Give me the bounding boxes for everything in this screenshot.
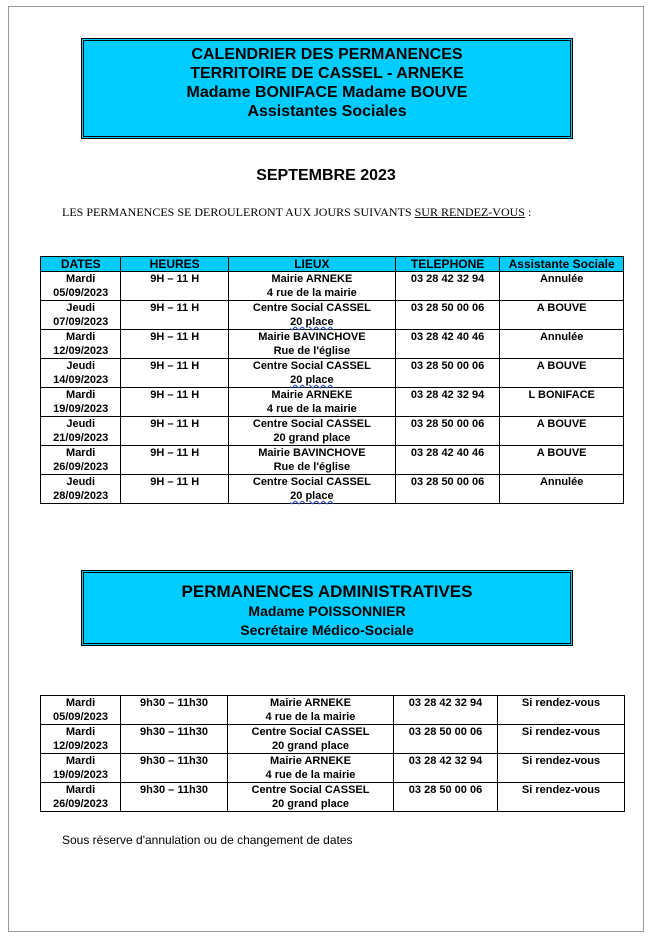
date-text: 28/09/2023 bbox=[53, 490, 109, 502]
date-text: 05/09/2023 bbox=[53, 287, 109, 299]
table-row bbox=[41, 359, 624, 388]
place-name: Mairie ARNEKE bbox=[270, 697, 351, 709]
place-name: Centre Social CASSEL bbox=[251, 726, 370, 738]
hours-cell: 9H – 11 H bbox=[121, 359, 229, 388]
table-row bbox=[41, 301, 624, 330]
phone-cell: 03 28 50 00 06 bbox=[394, 783, 498, 812]
place-address: 20 grand place bbox=[273, 432, 351, 444]
place-name: Mairie ARNEKE bbox=[271, 389, 353, 401]
date-cell bbox=[41, 301, 121, 330]
phone-cell: 03 28 42 40 46 bbox=[395, 330, 500, 359]
assistant-cell: L BONIFACE bbox=[500, 388, 624, 417]
date-text: 19/09/2023 bbox=[53, 403, 109, 415]
header-phone: TELEPHONE bbox=[395, 257, 500, 272]
place-address-text: 20 place bbox=[290, 316, 334, 328]
day-text: Jeudi bbox=[66, 476, 96, 488]
header-hours: HEURES bbox=[121, 257, 229, 272]
table-row bbox=[41, 417, 624, 446]
banner-title-line: CALENDRIER DES PERMANENCES bbox=[191, 46, 463, 63]
day-text: Mardi bbox=[65, 755, 96, 767]
admin-banner-role: Secrétaire Médico-Sociale bbox=[240, 622, 414, 638]
date-text: 07/09/2023 bbox=[53, 316, 109, 328]
place-name: Mairie ARNEKE bbox=[270, 755, 351, 767]
day-text: Mardi bbox=[66, 389, 96, 401]
phone-cell: 03 28 42 40 46 bbox=[395, 446, 500, 475]
banner-names-line: Madame BONIFACE Madame BOUVE bbox=[186, 84, 468, 101]
date-cell bbox=[41, 446, 121, 475]
assistant-cell: Annulée bbox=[500, 272, 624, 301]
day-text: Mardi bbox=[65, 697, 96, 709]
place-cell bbox=[228, 417, 395, 446]
place-address: 4 rue de la mairie bbox=[265, 711, 356, 723]
hours-cell: 9H – 11 H bbox=[121, 301, 229, 330]
date-text: 12/09/2023 bbox=[52, 740, 109, 752]
date-cell bbox=[41, 388, 121, 417]
phone-cell: 03 28 50 00 06 bbox=[395, 301, 500, 330]
hours-cell: 9H – 11 H bbox=[121, 417, 229, 446]
date-cell bbox=[41, 725, 121, 754]
place-cell bbox=[228, 330, 395, 359]
note-cell: Si rendez-vous bbox=[498, 725, 625, 754]
place-cell bbox=[228, 388, 395, 417]
admin-banner bbox=[81, 570, 573, 646]
place-name: Mairie ARNEKE bbox=[271, 273, 353, 285]
assistant-cell: A BOUVE bbox=[500, 359, 624, 388]
header-dates: DATES bbox=[41, 257, 121, 272]
place-cell bbox=[228, 359, 395, 388]
intro-suffix: : bbox=[524, 205, 532, 219]
place-address: 4 rue de la mairie bbox=[265, 769, 356, 781]
date-text: 21/09/2023 bbox=[53, 432, 109, 444]
header-assistant: Assistante Sociale bbox=[500, 257, 624, 272]
phone-cell: 03 28 50 00 06 bbox=[395, 475, 500, 504]
assistant-cell: A BOUVE bbox=[500, 301, 624, 330]
admin-banner-name: Madame POISSONNIER bbox=[248, 603, 406, 619]
document-page bbox=[8, 6, 644, 932]
table-row bbox=[41, 725, 625, 754]
day-text: Mardi bbox=[66, 273, 96, 285]
day-text: Mardi bbox=[66, 447, 96, 459]
date-cell bbox=[41, 330, 121, 359]
hours-cell: 9H – 11 H bbox=[121, 475, 229, 504]
day-text: Jeudi bbox=[66, 418, 96, 430]
place-address: Rue de l'église bbox=[273, 461, 351, 473]
place-cell bbox=[228, 783, 394, 812]
table-row bbox=[41, 388, 624, 417]
day-text: Jeudi bbox=[66, 360, 96, 372]
date-cell bbox=[41, 272, 121, 301]
date-text: 26/09/2023 bbox=[53, 461, 109, 473]
place-address bbox=[231, 315, 393, 329]
day-text: Mardi bbox=[65, 784, 96, 796]
day-text: Mardi bbox=[66, 331, 96, 343]
table-row bbox=[41, 783, 625, 812]
phone-cell: 03 28 50 00 06 bbox=[394, 725, 498, 754]
footer-note: Sous réserve d'annulation ou de changement de dates bbox=[62, 833, 353, 847]
note-cell: Si rendez-vous bbox=[498, 783, 625, 812]
date-text: 05/09/2023 bbox=[52, 711, 109, 723]
assistant-cell: A BOUVE bbox=[500, 417, 624, 446]
note-cell: Si rendez-vous bbox=[498, 754, 625, 783]
table-row bbox=[41, 475, 624, 504]
place-name: Centre Social CASSEL bbox=[251, 784, 370, 796]
phone-cell: 03 28 50 00 06 bbox=[395, 359, 500, 388]
month-heading: SEPTEMBRE 2023 bbox=[256, 167, 396, 184]
phone-cell: 03 28 42 32 94 bbox=[395, 272, 500, 301]
place-cell bbox=[228, 754, 394, 783]
intro-text: LES PERMANENCES SE DEROULERONT AUX JOURS SUIVANTS bbox=[62, 205, 415, 219]
banner-role-line: Assistantes Sociales bbox=[247, 103, 407, 120]
table-row bbox=[41, 446, 624, 475]
place-address-text: 20 place bbox=[290, 490, 334, 502]
header-places: LIEUX bbox=[228, 257, 395, 272]
date-cell bbox=[41, 696, 121, 725]
date-cell bbox=[41, 417, 121, 446]
hours-cell: 9h30 – 11h30 bbox=[121, 754, 228, 783]
place-address bbox=[231, 373, 393, 387]
banner-territory-line: TERRITOIRE DE CASSEL - ARNEKE bbox=[190, 65, 464, 82]
assistant-cell: A BOUVE bbox=[500, 446, 624, 475]
assistant-cell: Annulée bbox=[500, 330, 624, 359]
hours-cell: 9H – 11 H bbox=[121, 446, 229, 475]
day-text: Mardi bbox=[65, 726, 96, 738]
note-cell: Si rendez-vous bbox=[498, 696, 625, 725]
place-name: Centre Social CASSEL bbox=[252, 418, 371, 430]
table-row bbox=[41, 272, 624, 301]
place-cell bbox=[228, 301, 395, 330]
place-address: Rue de l'église bbox=[273, 345, 351, 357]
hours-cell: 9H – 11 H bbox=[121, 272, 229, 301]
table-row bbox=[41, 696, 625, 725]
date-cell bbox=[41, 475, 121, 504]
place-address bbox=[231, 489, 393, 503]
place-cell bbox=[228, 725, 394, 754]
place-name: Centre Social CASSEL bbox=[252, 302, 371, 314]
place-address-text: 20 place bbox=[290, 374, 334, 386]
table-row bbox=[41, 330, 624, 359]
place-name: Mairie BAVINCHOVE bbox=[258, 447, 366, 459]
hours-cell: 9H – 11 H bbox=[121, 330, 229, 359]
date-cell bbox=[41, 754, 121, 783]
date-cell bbox=[41, 783, 121, 812]
phone-cell: 03 28 42 32 94 bbox=[395, 388, 500, 417]
intro-underlined: SUR RENDEZ-VOUS bbox=[414, 205, 525, 219]
phone-cell: 03 28 42 32 94 bbox=[394, 696, 498, 725]
date-text: 12/09/2023 bbox=[53, 345, 109, 357]
date-text: 26/09/2023 bbox=[52, 798, 109, 810]
place-address: 20 grand place bbox=[271, 740, 350, 752]
assistant-cell: Annulée bbox=[500, 475, 624, 504]
date-text: 19/09/2023 bbox=[52, 769, 109, 781]
title-banner bbox=[81, 38, 573, 139]
place-name: Centre Social CASSEL bbox=[252, 476, 371, 488]
place-cell bbox=[228, 446, 395, 475]
table-header-row bbox=[41, 257, 624, 272]
place-cell bbox=[228, 272, 395, 301]
intro-paragraph bbox=[62, 205, 602, 220]
date-cell bbox=[41, 359, 121, 388]
place-name: Centre Social CASSEL bbox=[252, 360, 371, 372]
hours-cell: 9h30 – 11h30 bbox=[121, 696, 228, 725]
table-row bbox=[41, 754, 625, 783]
admin-banner-title: PERMANENCES ADMINISTRATIVES bbox=[181, 582, 473, 601]
hours-cell: 9h30 – 11h30 bbox=[121, 725, 228, 754]
hours-cell: 9h30 – 11h30 bbox=[121, 783, 228, 812]
place-address: 4 rue de la mairie bbox=[266, 287, 357, 299]
hours-cell: 9H – 11 H bbox=[121, 388, 229, 417]
place-address: 4 rue de la mairie bbox=[266, 403, 357, 415]
date-text: 14/09/2023 bbox=[53, 374, 109, 386]
place-name: Mairie BAVINCHOVE bbox=[258, 331, 366, 343]
phone-cell: 03 28 50 00 06 bbox=[395, 417, 500, 446]
admin-schedule-table bbox=[40, 695, 625, 812]
place-cell bbox=[228, 696, 394, 725]
schedule-table bbox=[40, 256, 624, 504]
phone-cell: 03 28 42 32 94 bbox=[394, 754, 498, 783]
place-address: 20 grand place bbox=[271, 798, 350, 810]
place-cell bbox=[228, 475, 395, 504]
day-text: Jeudi bbox=[66, 302, 96, 314]
